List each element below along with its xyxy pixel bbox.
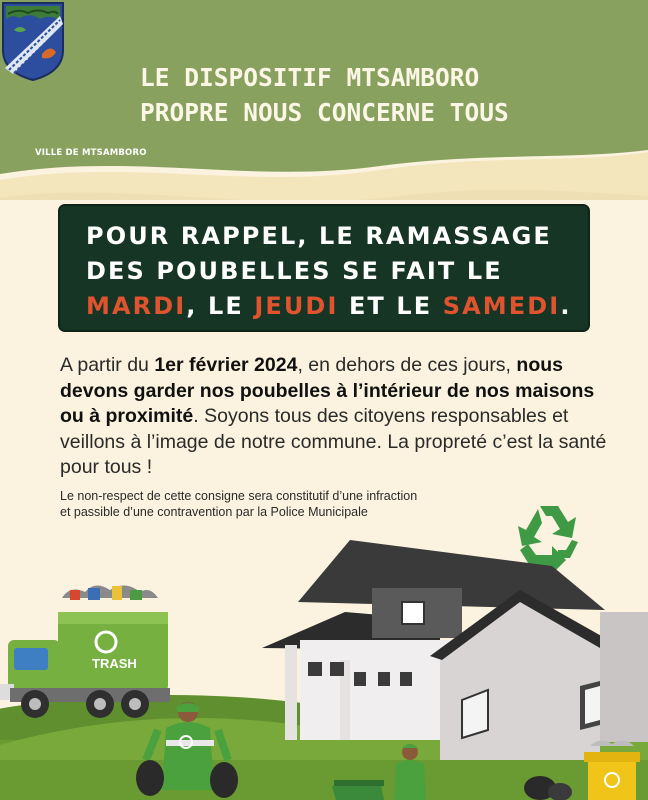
effective-date: 1er février 2024 (154, 354, 298, 376)
notice-end: . (560, 292, 572, 320)
legal-note-line-1: Le non-respect de cette consigne sera constitutif d’une infraction (60, 489, 418, 503)
body-emphasis: nous devons garder nos poubelles à l’intérieur de nos maisons ou à proximité (60, 354, 595, 427)
notice-line-2: DES POUBELLES SE FAIT LE (86, 257, 503, 285)
title-line-2: PROPRE NOUS CONCERNE TOUS (140, 98, 509, 127)
city-name-label: VILLE DE MTSAMBORO (35, 148, 147, 158)
cleanup-illustration (0, 500, 648, 800)
legal-note-line-2: et passible d’une contravention par la Police Municipale (60, 505, 368, 519)
title-line-1: LE DISPOSITIF MTSAMBORO (140, 63, 480, 92)
body-part-2: , en dehors de ces jours, (297, 354, 517, 376)
day-tuesday: MARDI (86, 292, 187, 320)
garbage-truck-icon (0, 585, 170, 718)
notice-line-3 (86, 289, 588, 324)
truck-label: TRASH (92, 656, 137, 671)
day-saturday: SAMEDI (442, 292, 561, 320)
day-thursday: JEUDI (254, 292, 339, 320)
main-paragraph (60, 353, 620, 481)
notice-line-1: POUR RAPPEL, LE RAMASSAGE (86, 222, 552, 250)
header-banner (0, 0, 648, 200)
collection-days-notice (58, 204, 590, 332)
page-title (140, 60, 620, 130)
city-crest-icon (0, 0, 66, 82)
notice-separator-1: , LE (186, 292, 255, 320)
body-part-3: . Soyons tous des citoyens responsables et veillons à l’image de notre commune. La propreté c’est la santé pour tous ! (60, 405, 607, 478)
notice-separator-2: ET LE (338, 292, 443, 320)
house-icon (262, 540, 648, 760)
body-part-1: A partir du (60, 354, 155, 376)
